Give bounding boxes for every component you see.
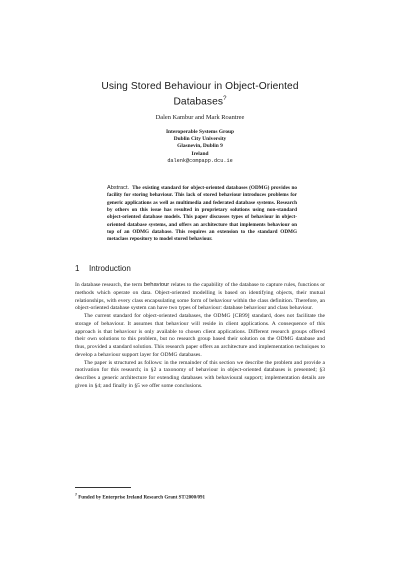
footnote bbox=[75, 491, 325, 502]
abstract-label: Abstract. bbox=[107, 185, 130, 191]
paper-title bbox=[70, 80, 330, 108]
footnote-mark: ? bbox=[75, 492, 77, 497]
footnote-divider bbox=[75, 487, 131, 488]
title-footnote-mark: ? bbox=[223, 96, 227, 102]
section-title: Introduction bbox=[89, 264, 131, 273]
section-heading bbox=[75, 264, 131, 273]
affiliation-country: Ireland bbox=[191, 150, 209, 157]
affiliation-group: Interoperable Systems Group bbox=[165, 129, 235, 135]
title-line-1: Using Stored Behaviour in Object-Oriented bbox=[101, 81, 299, 92]
paragraph-1-start: In database research, the term bbox=[75, 282, 144, 288]
paragraph-1-rest: relates to the capability of the database to capture rules, functions or methods which operate on data. Object-oriented modelling is based on identifying objects, their mutual relationships, with every class encapsulating some form of behaviour within the class definition. Therefore, an object-oriented database system can have two types of behaviour: database behaviour and class behaviour. bbox=[75, 282, 325, 312]
footnote-text: Funded by Enterprise Ireland Research Grant ST/2000/091 bbox=[78, 495, 206, 501]
affiliation-block bbox=[100, 129, 300, 165]
author-email: dalenk@compapp.dcu.ie bbox=[167, 157, 233, 164]
affiliation-city: Glasnevin, Dublin 9 bbox=[177, 143, 223, 150]
section-body bbox=[75, 282, 325, 391]
paragraph-3: The paper is structured as follows: in the remainder of this section we describe the problem and provide a motivation for this research; in §2 a taxonomy of behaviour in object-oriented databases is presented; §3 describes a generic architecture for extending databases with behavioural support; implementation details are given in §4; and finally in §5 we offer some conclusions. bbox=[75, 359, 325, 389]
paragraph-2: The current standard for object-oriented databases, the ODMG [CB99] standard, does not facilitate the storage of behaviour. It assumes that behaviour will reside in client applications. A consequence of this approach is that behaviour is only available to chosen client applications. Different research groups offered their own solutions to this problem, but no research group based their solution on the ODMG database and thus, provided a standard solution. This research paper offers an architecture and implementation techniques to develop a behaviour support layer for ODMG databases. bbox=[75, 313, 325, 358]
section-number: 1 bbox=[75, 264, 80, 273]
author-list: Dalen Kambur and Mark Roantree bbox=[155, 114, 245, 121]
title-line-2: Databases bbox=[173, 96, 224, 108]
paragraph-1 bbox=[75, 282, 325, 313]
affiliation-university: Dublin City University bbox=[173, 136, 227, 143]
emphasized-term: behaviour bbox=[143, 282, 170, 288]
abstract-block bbox=[107, 185, 297, 244]
abstract-text: The existing standard for object-oriented databases (ODMG) provides no facility for storing behaviour. This lack of stored behaviour introduces problems for generic applications as well as multimedia and federated database systems. Research by others on this issue has resulted in proprietary solutions using non-standard object-oriented database models. This paper discusses types of behaviour in object-oriented database systems, and offers an architecture that implements behaviour on top of an ODMG database. This requires an extension to the standard ODMG metaclass repository to model stored behaviour. bbox=[107, 185, 297, 243]
